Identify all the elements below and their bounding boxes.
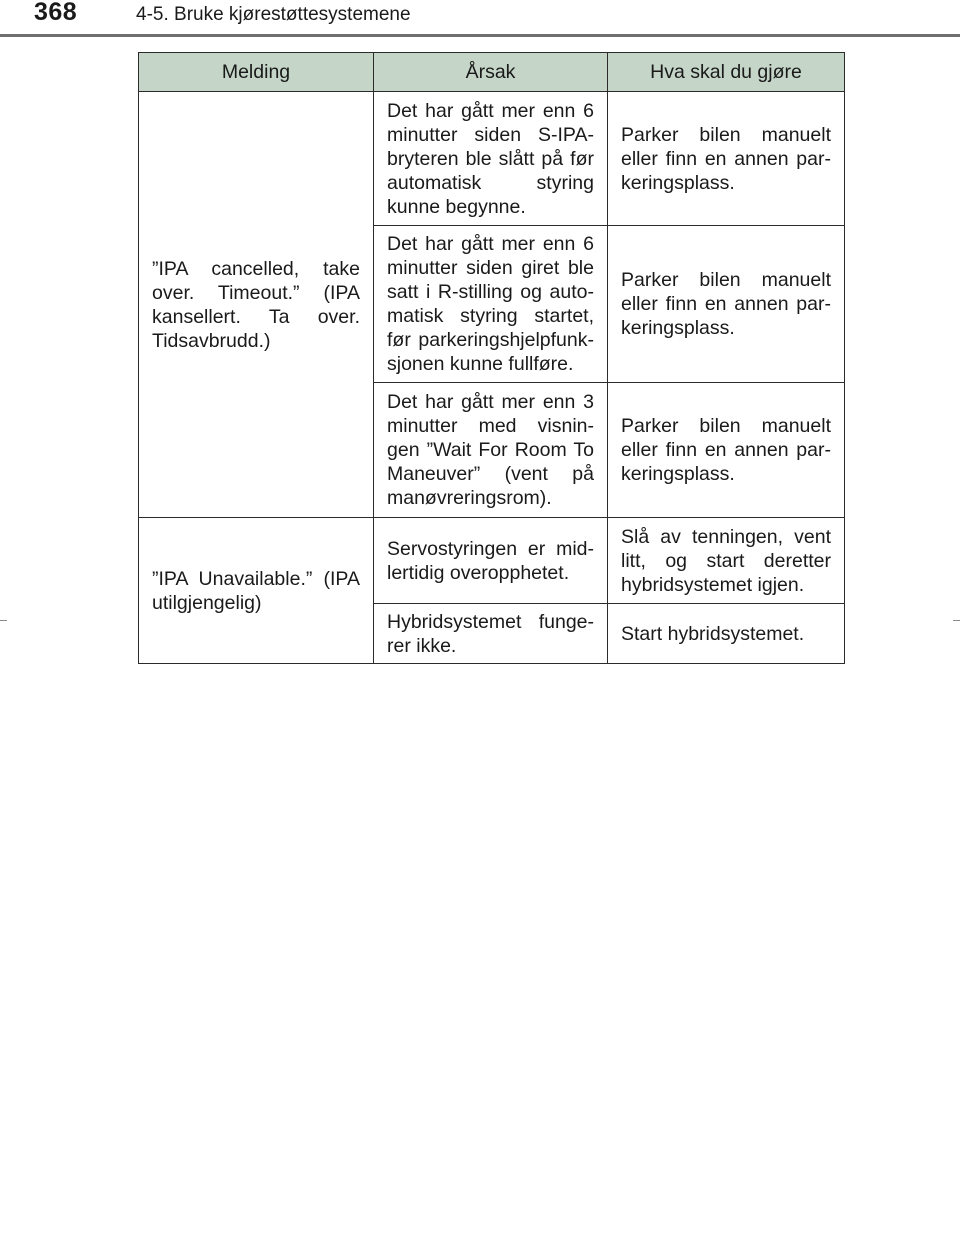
cause-cell: Det har gått mer enn 3 minutter med visnin-gen ”Wait For Room To Maneuver” (vent på manøvreringsrom). [374, 383, 608, 518]
table-row [139, 518, 845, 604]
table-row [139, 92, 845, 226]
cause-cell: Det har gått mer enn 6 minutter siden S-IPA-bryteren ble slått på før automatisk styring kunne begynne. [374, 92, 608, 226]
table-header-row [139, 53, 845, 92]
action-cell: Start hybridsystemet. [608, 604, 845, 664]
section-title: 4-5. Bruke kjørestøttesystemene [136, 4, 411, 25]
header-rule [0, 34, 960, 37]
cause-cell: Servostyringen er mid-lertidig overopphetet. [374, 518, 608, 604]
column-header-message: Melding [139, 53, 374, 92]
cause-cell: Hybridsystemet funge-rer ikke. [374, 604, 608, 664]
message-cell: ”IPA Unavailable.” (IPA utilgjengelig) [139, 518, 374, 664]
crop-mark-left [0, 620, 7, 621]
action-cell: Parker bilen manuelt eller finn en annen par-keringsplass. [608, 226, 845, 383]
cause-cell: Det har gått mer enn 6 minutter siden giret ble satt i R-stilling og auto-matisk styring startet, før parkeringshjelpfunk-sjonen kunne fullføre. [374, 226, 608, 383]
crop-mark-right [953, 620, 960, 621]
message-cell: ”IPA cancelled, take over. Timeout.” (IPA kansellert. Ta over. Tidsavbrudd.) [139, 92, 374, 518]
column-header-action: Hva skal du gjøre [608, 53, 845, 92]
message-table [138, 52, 845, 664]
action-cell: Parker bilen manuelt eller finn en annen par-keringsplass. [608, 92, 845, 226]
action-cell: Slå av tenningen, vent litt, og start deretter hybridsystemet igjen. [608, 518, 845, 604]
page-number: 368 [34, 0, 78, 26]
column-header-cause: Årsak [374, 53, 608, 92]
action-cell: Parker bilen manuelt eller finn en annen par-keringsplass. [608, 383, 845, 518]
